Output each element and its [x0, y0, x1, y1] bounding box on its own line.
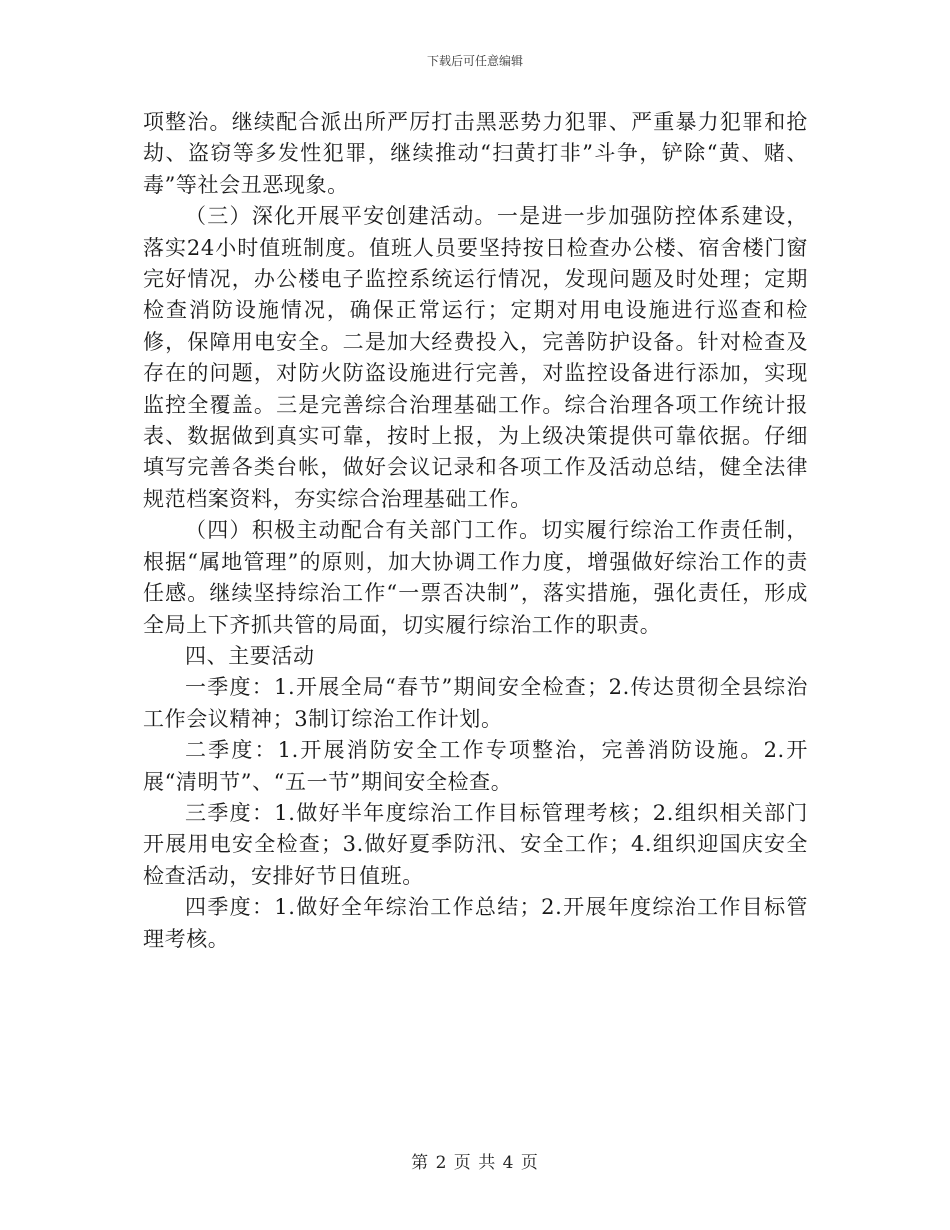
paragraph: 二季度：1.开展消防安全工作专项整治，完善消防设施。2.开展“清明节”、“五一节”期间安全检查。 — [143, 738, 808, 794]
page-number-footer: 第 2 页 共 4 页 — [411, 1153, 539, 1173]
page-header: 下载后可任意编辑 — [426, 54, 523, 68]
paragraph: 四季度：1.做好全年综治工作总结；2.开展年度综治工作目标管理考核。 — [143, 895, 808, 951]
paragraph: 三季度：1.做好半年度综治工作目标管理考核；2.组织相关部门开展用电安全检查；3.做好夏季防汛、安全工作；4.组织迎国庆安全检查活动，安排好节日值班。 — [143, 800, 808, 888]
paragraph: 一季度：1.开展全局“春节”期间安全检查；2.传达贯彻全县综治工作会议精神；3制订综治工作计划。 — [143, 675, 808, 731]
paragraph: （三）深化开展平安创建活动。一是进一步加强防控体系建设，落实24小时值班制度。值班人员要坚持按日检查办公楼、宿舍楼门窗完好情况，办公楼电子监控系统运行情况，发现问题及时处理；定期检查消防设施情况，确保正常运行；定期对用电设施进行巡查和检修，保障用电安全。二是加大经费投入，完善防护设备。针对检查及存在的问题，对防火防盗设施进行完善，对监控设备进行添加，实现监控全覆盖。三是完善综合治理基础工作。综合治理各项工作统计报表、数据做到真实可靠，按时上报，为上级决策提供可靠依据。仔细填写完善各类台帐，做好会议记录和各项工作及活动总结，健全法律规范档案资料，夯实综合治理基础工作。 — [143, 204, 808, 511]
section-heading: 四、主要活动 — [185, 643, 315, 668]
paragraph: 项整治。继续配合派出所严厉打击黑恶势力犯罪、严重暴力犯罪和抢劫、盗窃等多发性犯罪，继续推动“扫黄打非”斗争，铲除“黄、赌、毒”等社会丑恶现象。 — [143, 110, 808, 197]
paragraph: （四）积极主动配合有关部门工作。切实履行综治工作责任制，根据“属地管理”的原则，加大协调工作力度，增强做好综治工作的责任感。继续坚持综治工作“一票否决制”，落实措施，强化责任，形成全局上下齐抓共管的局面，切实履行综治工作的职责。 — [143, 518, 808, 637]
document-body — [143, 107, 808, 955]
